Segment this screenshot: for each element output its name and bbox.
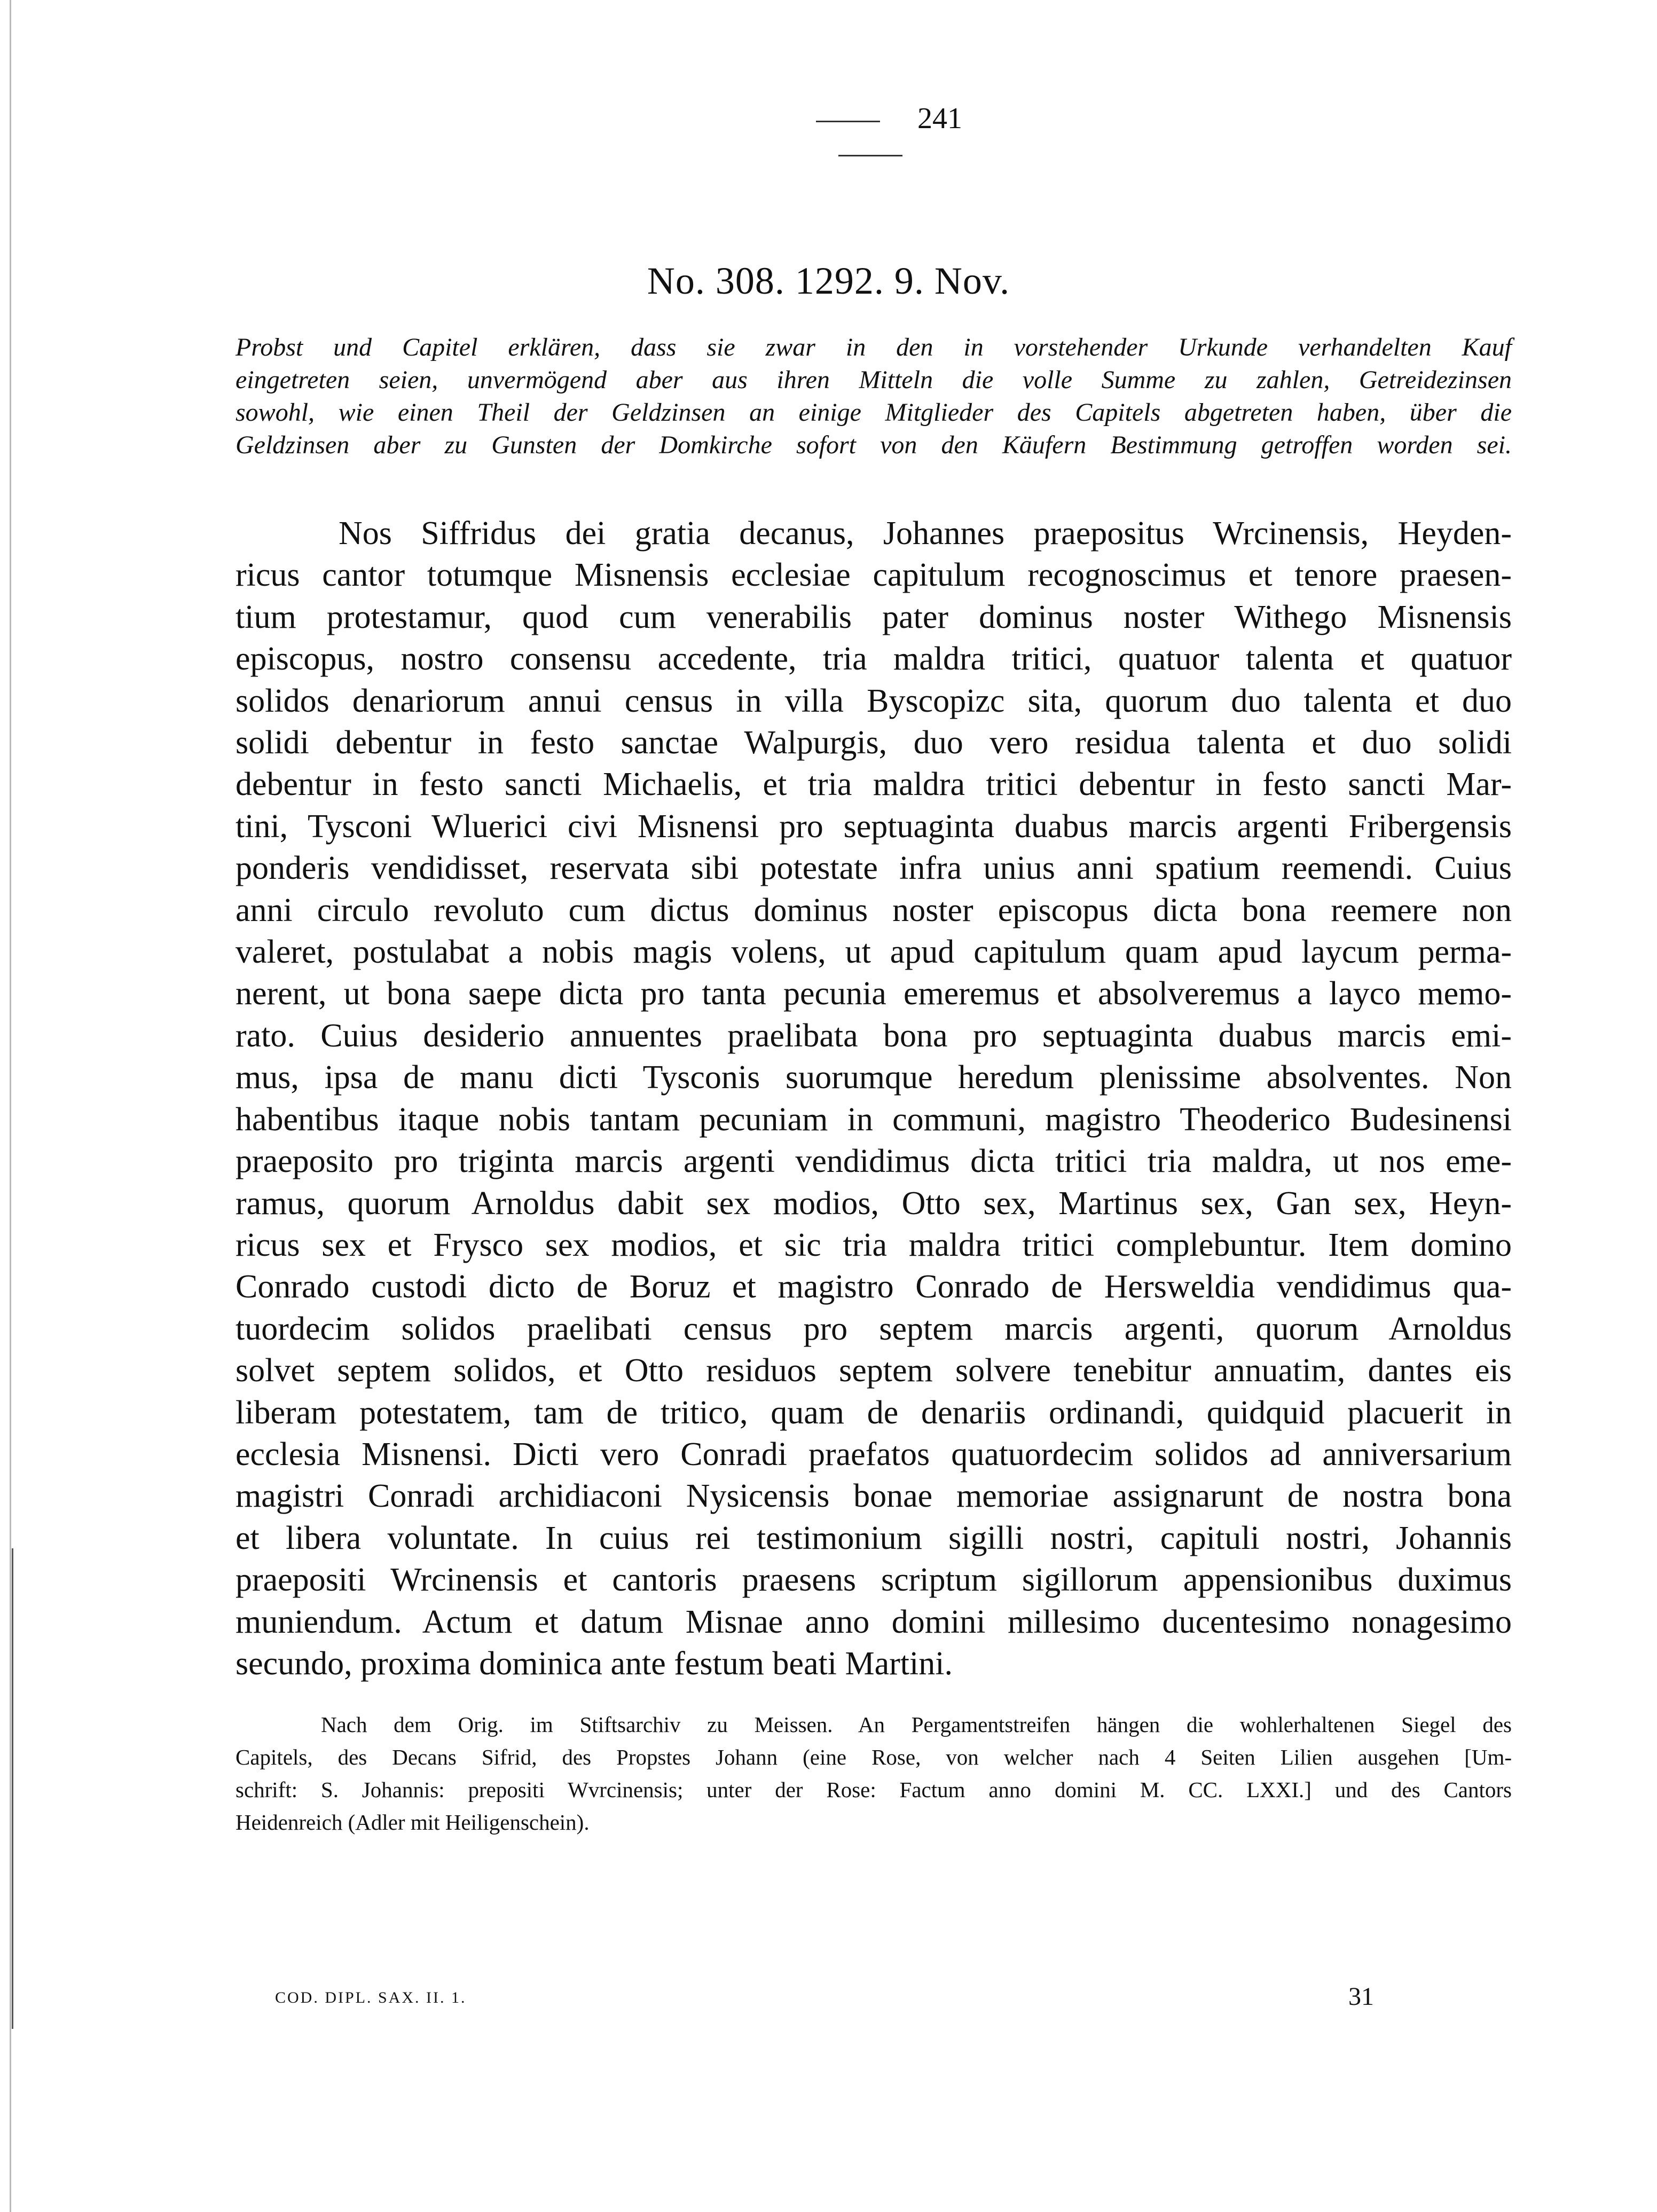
body-line: habentibus itaque nobis tantam pecuniam in communi, magistro Theoderico Budesinensi bbox=[235, 1101, 1512, 1138]
body-line: tuordecim solidos praelibati census pro septem marcis argenti, quorum Arnoldus bbox=[235, 1310, 1512, 1347]
body-line: tini, Tysconi Wluerici civi Misnensi pro septuaginta duabus marcis argenti Fribergensis bbox=[235, 808, 1512, 845]
rule-dash bbox=[838, 155, 902, 156]
note-line: schrift: S. Johannis: prepositi Wvrcinensis; unter der Rose: Factum anno domini M. CC. LXXI.] und des Cantors bbox=[235, 1777, 1512, 1802]
footer-signature: COD. DIPL. SAX. II. 1. bbox=[275, 1989, 467, 2006]
summary-paragraph bbox=[235, 331, 1512, 461]
summary-line: eingetreten seien, unvermögend aber aus ihren Mitteln die volle Summe zu zahlen, Getreidezinsen bbox=[235, 366, 1512, 394]
body-line: valeret, postulabat a nobis magis volens, ut apud capitulum quam apud laycum perma- bbox=[235, 934, 1512, 971]
body-line: episcopus, nostro consensu accedente, tria maldra tritici, quatuor talenta et quatuor bbox=[235, 641, 1512, 678]
body-line: ramus, quorum Arnoldus dabit sex modios, Otto sex, Martinus sex, Gan sex, Heyn- bbox=[235, 1185, 1512, 1222]
body-line: magistri Conradi archidiaconi Nysicensis bonae memoriae assignarunt de nostra bona bbox=[235, 1478, 1512, 1515]
note-line: Nach dem Orig. im Stiftsarchiv zu Meissen. An Pergamentstreifen hängen die wohlerhaltenen Siegel des bbox=[321, 1712, 1512, 1737]
body-line: et libera voluntate. In cuius rei testimonium sigilli nostri, capituli nostri, Johannis bbox=[235, 1520, 1512, 1556]
body-line: ricus cantor totumque Misnensis ecclesiae capitulum recognoscimus et tenore praesen- bbox=[235, 557, 1512, 594]
body-line: solidi debentur in festo sanctae Walpurgis, duo vero residua talenta et duo solidi bbox=[235, 725, 1512, 761]
body-line: Conrado custodi dicto de Boruz et magistro Conrado de Hersweldia vendidimus qua- bbox=[235, 1269, 1512, 1305]
body-line: praeposito pro triginta marcis argenti vendidimus dicta tritici tria maldra, ut nos eme- bbox=[235, 1143, 1512, 1180]
scan-edge-line bbox=[10, 0, 11, 2212]
body-line: tium protestamur, quod cum venerabilis pater dominus noster Withego Misnensis bbox=[235, 599, 1512, 635]
note-line: Capitels, des Decans Sifrid, des Propstes Johann (eine Rose, von welcher nach 4 Seiten Lilien ausgehen [Um- bbox=[235, 1745, 1512, 1769]
body-line: ricus sex et Frysco sex modios, et sic tria maldra tritici complebuntur. Item domino bbox=[235, 1226, 1512, 1263]
scan-edge-line bbox=[12, 1548, 13, 2029]
body-line: mus, ipsa de manu dicti Tysconis suorumque heredum plenissime absolventes. Non bbox=[235, 1059, 1512, 1096]
charter-text bbox=[235, 513, 1512, 1684]
page-number-text: 241 bbox=[917, 102, 962, 135]
body-line: debentur in festo sancti Michaelis, et tria maldra tritici debentur in festo sancti Mar- bbox=[235, 766, 1512, 803]
body-line: praepositi Wrcinensis et cantoris praesens scriptum sigillorum appensionibus duximus bbox=[235, 1562, 1512, 1599]
body-line: nerent, ut bona saepe dicta pro tanta pecunia emeremus et absolveremus a layco memo- bbox=[235, 975, 1512, 1012]
body-line: solvet septem solidos, et Otto residuos septem solvere tenebitur annuatim, dantes eis bbox=[235, 1352, 1512, 1389]
body-line: ponderis vendidisset, reservata sibi potestate infra unius anni spatium reemendi. Cuius bbox=[235, 850, 1512, 887]
summary-line: sowohl, wie einen Theil der Geldzinsen an einige Mitglieder des Capitels abgetreten haben, über die bbox=[235, 398, 1512, 427]
summary-line: Geldzinsen aber zu Gunsten der Domkirche sofort von den Käufern Bestimmung getroffen worden sei. bbox=[235, 431, 1512, 459]
body-line: muniendum. Actum et datum Misnae anno domini millesimo ducentesimo nonagesimo bbox=[235, 1603, 1512, 1640]
source-note bbox=[235, 1709, 1512, 1839]
document-heading: No. 308. 1292. 9. Nov. bbox=[647, 259, 1010, 302]
body-line: anni circulo revoluto cum dictus dominus noster episcopus dicta bona reemere non bbox=[235, 892, 1512, 928]
body-line: secundo, proxima dominica ante festum beati Martini. bbox=[235, 1645, 953, 1682]
body-line: liberam potestatem, tam de tritico, quam de denariis ordinandi, quidquid placuerit in bbox=[235, 1394, 1512, 1431]
summary-line: Probst und Capitel erklären, dass sie zwar in den in vorstehender Urkunde verhandelten Kauf bbox=[235, 333, 1512, 361]
page-number bbox=[710, 101, 1031, 170]
note-line: Heidenreich (Adler mit Heiligenschein). bbox=[235, 1810, 590, 1835]
body-line: Nos Siffridus dei gratia decanus, Johannes praepositus Wrcinensis, Heyden- bbox=[339, 515, 1512, 552]
body-line: rato. Cuius desiderio annuentes praelibata bona pro septuaginta duabus marcis emi- bbox=[235, 1017, 1512, 1054]
body-line: ecclesia Misnensi. Dicti vero Conradi praefatos quatuordecim solidos ad anniversarium bbox=[235, 1436, 1512, 1473]
body-line: solidos denariorum annui census in villa Byscopizc sita, quorum duo talenta et duo bbox=[235, 682, 1512, 719]
footer-sheet-number: 31 bbox=[1348, 1982, 1374, 2011]
rule-dash bbox=[816, 121, 880, 122]
